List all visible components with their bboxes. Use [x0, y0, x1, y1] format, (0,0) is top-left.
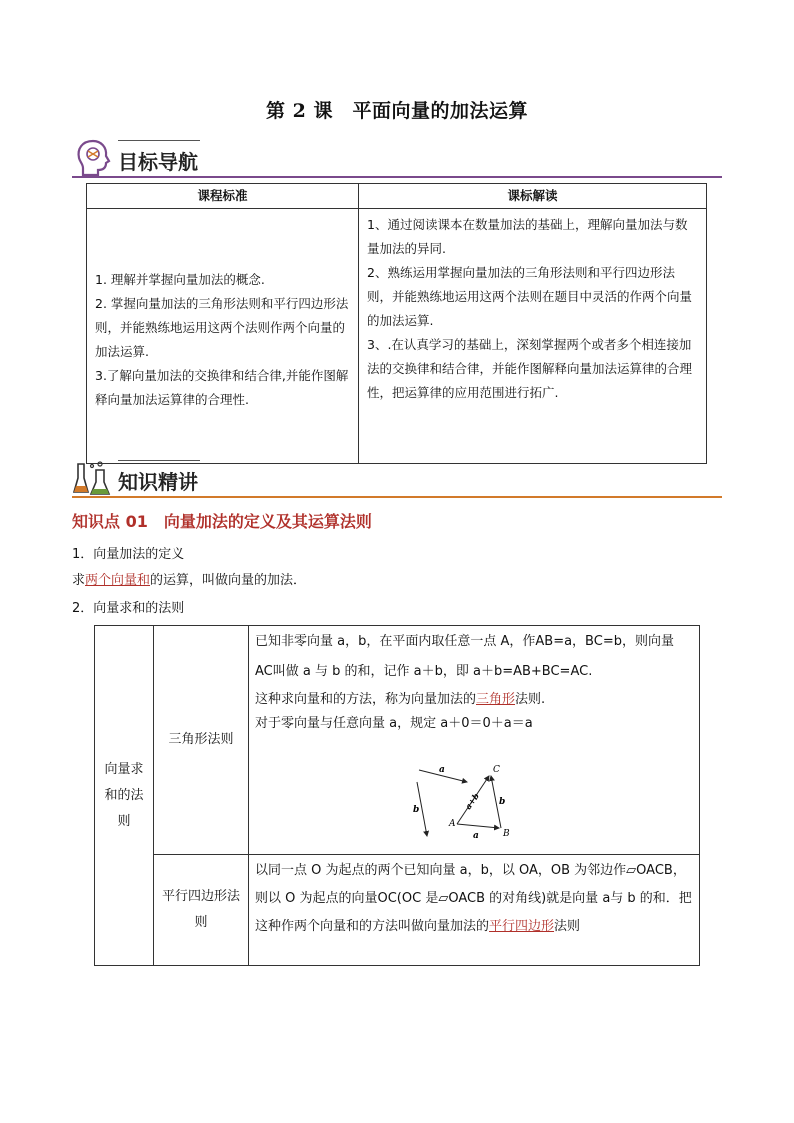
text: 法则: [554, 919, 581, 934]
head-brain-icon: [74, 138, 112, 178]
goals-table: [86, 183, 707, 464]
rule-name: 平行四边形法则: [161, 889, 240, 930]
rule-text: 对于零向量与任意向量 a，规定 a＋0＝0＋a＝a: [255, 716, 533, 731]
list-item: 2、熟练运用掌握向量加法的三角形法则和平行四边形法则，并能熟练地运用这两个法则在题目中灵活的作两个向量的加法运算.: [367, 265, 693, 328]
text: 求: [72, 573, 86, 588]
page-title: 第 2 课 平面向量的加法运算: [266, 100, 528, 122]
rules-table: [94, 625, 700, 966]
flask-icon: [72, 458, 112, 498]
keyword: 三角形: [476, 692, 516, 707]
section-title: 目标导航: [118, 150, 198, 174]
point-B: B: [503, 829, 510, 839]
point-C: C: [493, 765, 500, 775]
text: 的运算，叫做向量的加法．: [150, 573, 307, 588]
list-item: 3.了解向量加法的交换律和结合律,并能作图解释向量加法运算律的合理性.: [95, 368, 349, 407]
rule-text: 以同一点 O 为起点的两个已知向量 a，b，以 OA，OB 为邻边作▱OACB，: [255, 863, 686, 878]
point-A: A: [449, 819, 456, 829]
rule-text: [255, 688, 693, 712]
triangle-figure: [409, 760, 549, 842]
course-standard-cell: [87, 209, 359, 464]
rule-name-cell: [154, 626, 249, 855]
keyword: 两个向量和: [85, 573, 151, 588]
rule-name: 三角形法则: [168, 732, 234, 747]
text: 法则.: [515, 692, 546, 707]
section-header-goals: [72, 140, 722, 178]
keyword: 平行四边形: [489, 919, 555, 934]
list-item: 3、.在认真学习的基础上，深刻掌握两个或者多个相连接加法的交换律和结合律，并能作图解释向量加法运算律的合理性，把运算律的应用范围进行拓广.: [367, 337, 693, 400]
rules-heading: 2．向量求和的法则: [72, 601, 185, 616]
rule-text: [255, 913, 693, 941]
interpretation-cell: [359, 209, 707, 464]
text: 这种求向量和的方法，称为向量加法的: [255, 692, 477, 707]
label-a-plus-b: a+b: [462, 791, 481, 812]
section-title: 知识精讲: [118, 470, 198, 494]
section-header-knowledge: [72, 460, 722, 498]
definition-heading: 1．向量加法的定义: [72, 547, 185, 562]
knowledge-point-title: 知识点 01 向量加法的定义及其运算法则: [72, 512, 372, 531]
label-b: b: [413, 805, 420, 815]
list-item: 1、通过阅读课本在数量加法的基础上，理解向量加法与数量加法的异同.: [367, 217, 688, 256]
triangle-rule-cell: [249, 626, 700, 855]
text: 这种作两个向量和的方法叫做向量加法的: [255, 919, 490, 934]
group-label: 向量求和的法则: [104, 761, 144, 829]
table-header: 课标解读: [359, 184, 707, 209]
list-item: 1. 理解并掌握向量加法的概念.: [95, 272, 265, 287]
table-header: 课程标准: [87, 184, 359, 209]
label-a: a: [439, 765, 445, 775]
parallelogram-rule-cell: [249, 855, 700, 966]
rule-name-cell: [154, 855, 249, 966]
list-item: 2. 掌握向量加法的三角形法则和平行四边形法则，并能熟练地运用这两个法则作两个向量的加法运算.: [95, 296, 349, 359]
definition-text: [72, 569, 306, 588]
rule-text: 则以 O 为起点的向量OC(OC 是▱OACB 的对角线)就是向量 a与 b 的和．把: [255, 891, 692, 906]
rule-text: 已知非零向量 a，b，在平面内取任意一点 A，作AB=a，BC=b，则向量: [255, 634, 674, 649]
rule-text: AC叫做 a 与 b 的和，记作 a＋b，即 a＋b=AB+BC=AC.: [255, 664, 593, 679]
label-b-side: b: [499, 797, 506, 807]
label-a-bottom: a: [473, 831, 479, 841]
group-cell: [95, 626, 154, 966]
